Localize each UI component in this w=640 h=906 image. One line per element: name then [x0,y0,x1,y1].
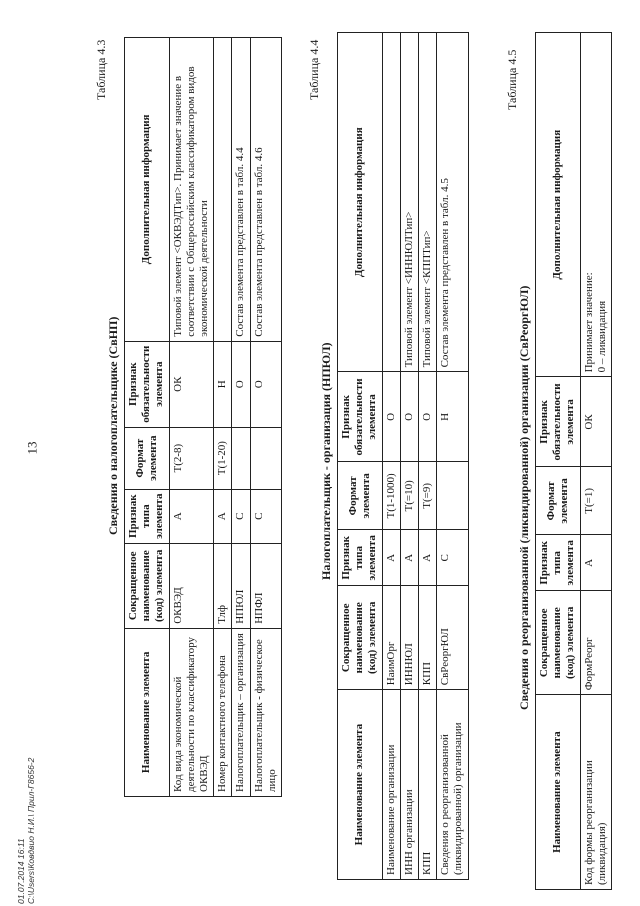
cell-short: НПЮЛ [232,543,250,628]
cell-format [250,427,281,489]
cell-info [214,38,232,342]
header-short: Сокращенное наименование (код) элемента [536,591,581,695]
table-number: Таблица 4.5 [505,49,519,110]
cell-name: Код вида экономической деятельности по классификатору ОКВЭД [169,628,214,796]
table-row [250,38,281,797]
cell-type: С [437,530,468,586]
data-table [124,37,282,797]
cell-name: Налогоплательщик - физическое лицо [250,628,281,796]
cell-short: КПП [418,586,436,690]
data-table [535,32,612,890]
cell-format: Т(2-8) [169,427,214,489]
cell-info: Состав элемента представлен в табл. 4.6 [250,38,281,342]
header-format: Формат элемента [536,467,581,535]
header-type: Признак типа элемента [125,489,170,543]
header-name: Наименование элемента [536,695,581,890]
cell-format: Т(=1) [580,467,611,535]
cell-name: Номер контактного телефона [214,628,232,796]
cell-short: ИННЮЛ [400,586,418,690]
cell-name: Наименование организации [382,690,400,880]
cell-short: Тлф [214,543,232,628]
cell-required: ОК [580,377,611,467]
cell-info: Типовой элемент <КППТип> [418,33,436,372]
header-type: Признак типа элемента [338,530,383,586]
table-row [418,33,436,880]
table-title: Сведения о реорганизованной (ликвидированной) организации (СвРеоргЮЛ) [517,285,531,710]
header-required: Признак обязательности элемента [536,377,581,467]
cell-short: НаимОрг [382,586,400,690]
file-stamp-date: 01.07.2014 16:11 [16,838,26,904]
table-title: Сведения о налогоплательщике (СвНП) [106,316,120,535]
table-row [214,38,232,797]
table-row [382,33,400,880]
cell-short: ОКВЭД [169,543,214,628]
cell-name: Налогоплательщик – организация [232,628,250,796]
cell-type: А [418,530,436,586]
cell-info: Состав элемента представлен в табл. 4.4 [232,38,250,342]
file-stamp-path: C:\Users\Ковдвио Н.И.\ Прил-Г8656-2 [26,757,36,904]
cell-type: А [382,530,400,586]
cell-required: О [382,372,400,462]
header-short: Сокращенное наименование (код) элемента [338,586,383,690]
cell-name: Сведения о реорганизованной (ликвидированной) организации [437,690,468,880]
cell-required: ОК [169,341,214,427]
cell-type: С [250,489,281,543]
cell-name: ИНН организации [400,690,418,880]
cell-info: Типовой элемент <ИННЮЛТип> [400,33,418,372]
cell-type: А [169,489,214,543]
cell-format [437,462,468,530]
cell-required: О [400,372,418,462]
cell-info: Принимает значение: 0 – ликвидация [580,33,611,377]
cell-format: Т(=10) [400,462,418,530]
cell-required: Н [437,372,468,462]
header-type: Признак типа элемента [536,535,581,591]
cell-format: Т(1-1000) [382,462,400,530]
cell-short: СвРеоргЮЛ [437,586,468,690]
cell-required: О [232,341,250,427]
cell-short: ФормРеорг [580,591,611,695]
header-info: Дополнительная информация [338,33,383,372]
cell-format [232,427,250,489]
cell-name: КПП [418,690,436,880]
table-number: Таблица 4.3 [94,39,108,100]
header-required: Признак обязательности элемента [338,372,383,462]
header-required: Признак обязательности элемента [125,341,170,427]
table-number: Таблица 4.4 [307,39,321,100]
cell-short: НПФЛ [250,543,281,628]
header-format: Формат элемента [125,427,170,489]
cell-required: О [250,341,281,427]
header-name: Наименование элемента [338,690,383,880]
cell-type: А [580,535,611,591]
header-short: Сокращенное наименование (код) элемента [125,543,170,628]
cell-required: О [418,372,436,462]
cell-info: Состав элемента представлен в табл. 4.5 [437,33,468,372]
file-stamp [16,757,64,906]
page-number: 13 [24,441,40,455]
cell-format: Т(1-20) [214,427,232,489]
cell-type: С [232,489,250,543]
table-row [400,33,418,880]
header-info: Дополнительная информация [536,33,581,377]
data-table [337,32,469,880]
cell-format: Т(=9) [418,462,436,530]
cell-type: А [214,489,232,543]
table-row [169,38,214,797]
table-row [437,33,468,880]
table-row [580,33,611,890]
table-row [232,38,250,797]
cell-info [382,33,400,372]
cell-info: Типовой элемент <ОКВЭДТип>. Принимает значение в соответствии с Общероссийским классификатором видов экономической деятельности [169,38,214,342]
cell-required: Н [214,341,232,427]
table-title: Налогоплательщик - организация (НПЮЛ) [319,342,333,580]
cell-name: Код формы реорганизации (ликвидация) [580,695,611,890]
cell-type: А [400,530,418,586]
header-format: Формат элемента [338,462,383,530]
header-info: Дополнительная информация [125,38,170,342]
header-name: Наименование элемента [125,628,170,796]
